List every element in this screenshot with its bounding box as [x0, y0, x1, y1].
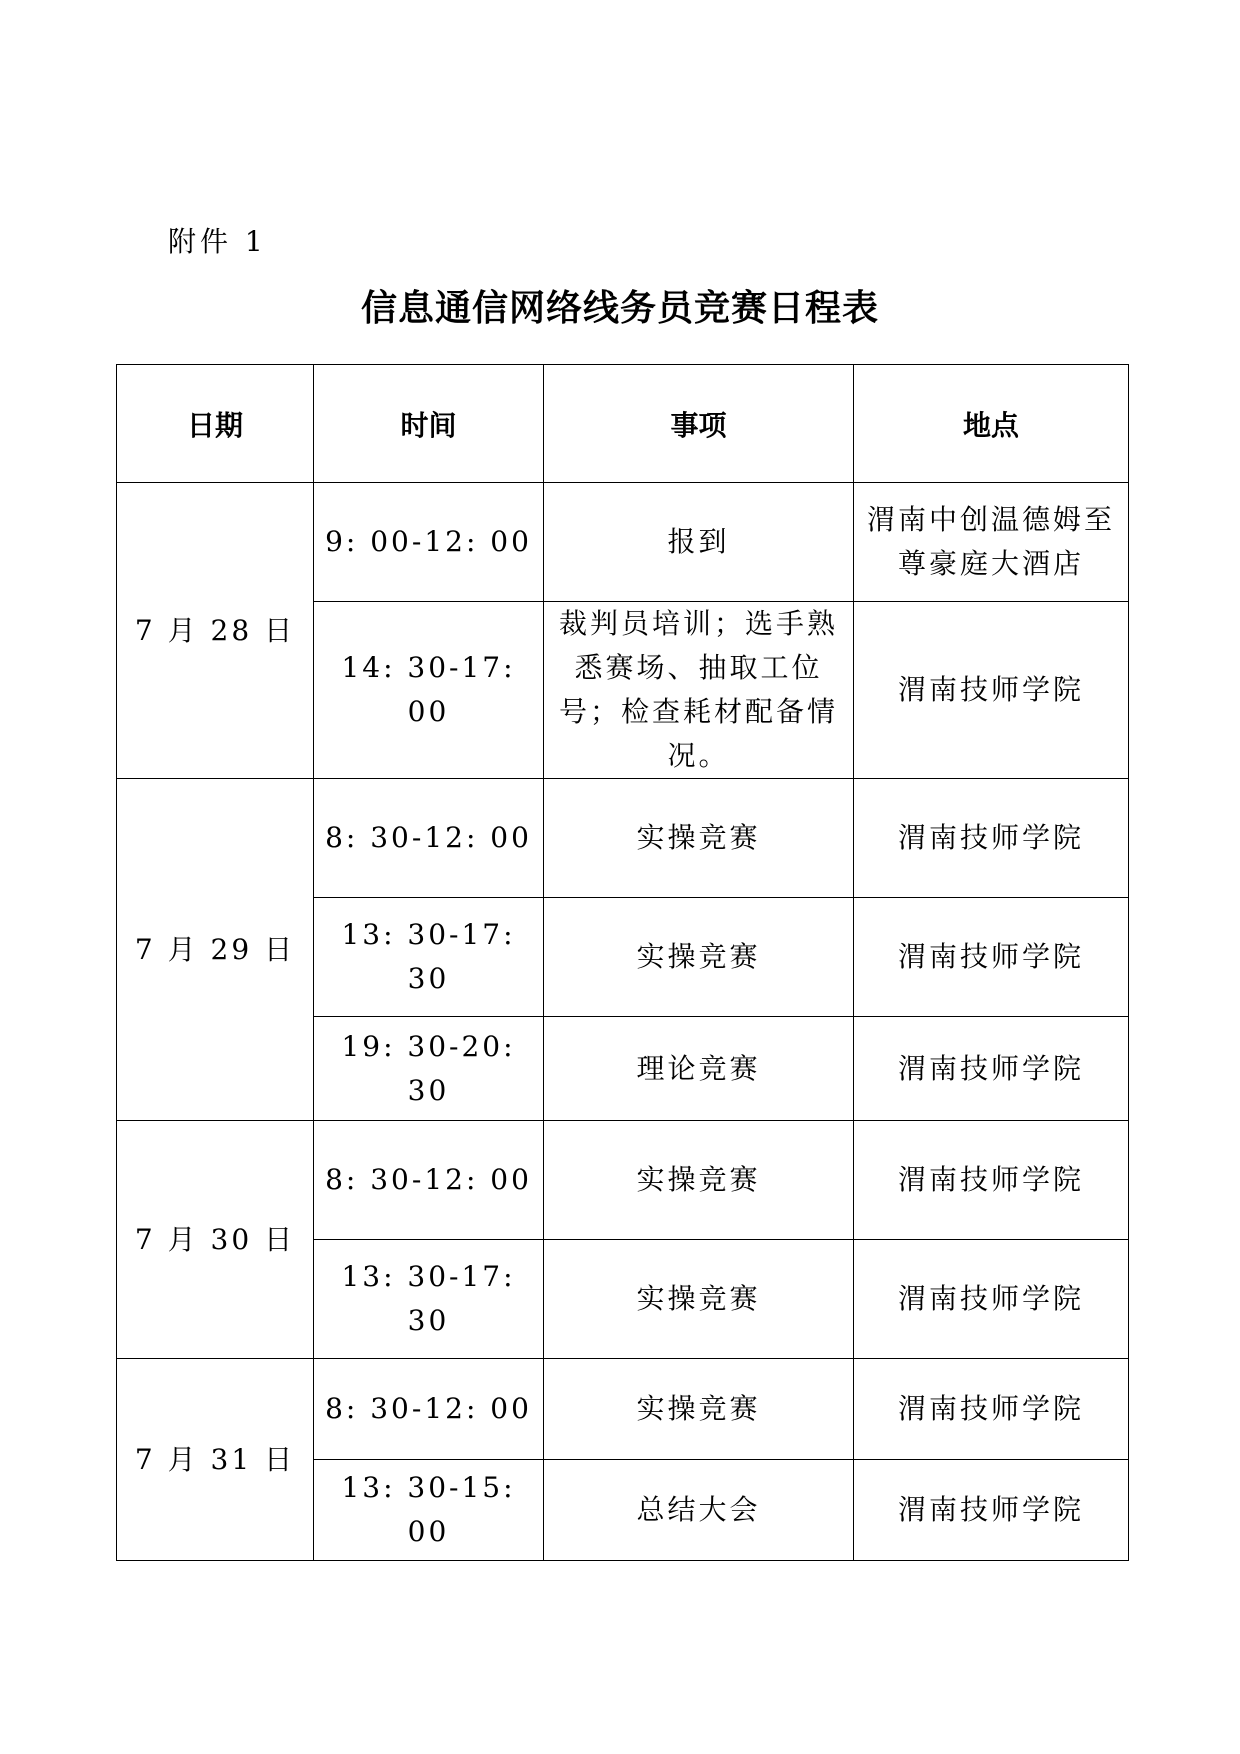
item-cell: 实操竞赛: [544, 779, 854, 898]
item-cell: 实操竞赛: [544, 1240, 854, 1359]
item-cell: 总结大会: [544, 1460, 854, 1561]
item-cell: 实操竞赛: [544, 1359, 854, 1460]
item-cell: 实操竞赛: [544, 1121, 854, 1240]
place-cell: 渭南技师学院: [854, 779, 1129, 898]
time-cell: 19: 30-20: 30: [314, 1017, 544, 1121]
header-row: [117, 365, 1129, 483]
time-cell: 8: 30-12: 00: [314, 779, 544, 898]
header-item: 事项: [544, 365, 854, 483]
place-cell: 渭南技师学院: [854, 602, 1129, 779]
time-cell: 13: 30-17: 30: [314, 1240, 544, 1359]
time-cell: 9: 00-12: 00: [314, 483, 544, 602]
item-cell: 报到: [544, 483, 854, 602]
place-cell: 渭南技师学院: [854, 1121, 1129, 1240]
item-cell: 理论竞赛: [544, 1017, 854, 1121]
date-cell: 7 月 29 日: [117, 779, 314, 1121]
table-row: [117, 779, 1129, 898]
place-cell: 渭南技师学院: [854, 1359, 1129, 1460]
time-cell: 8: 30-12: 00: [314, 1121, 544, 1240]
table-row: [117, 483, 1129, 602]
time-cell: 13: 30-17: 30: [314, 898, 544, 1017]
item-cell: 裁判员培训；选手熟悉赛场、抽取工位号；检查耗材配备情况。: [544, 602, 854, 779]
place-cell: 渭南技师学院: [854, 1017, 1129, 1121]
place-cell: 渭南技师学院: [854, 1240, 1129, 1359]
table-row: [117, 1121, 1129, 1240]
attachment-label: 附件 1: [168, 225, 267, 258]
schedule-table: [116, 364, 1129, 1561]
date-cell: 7 月 28 日: [117, 483, 314, 779]
place-cell: 渭南中创温德姆至尊豪庭大酒店: [854, 483, 1129, 602]
time-cell: 14: 30-17: 00: [314, 602, 544, 779]
date-cell: 7 月 31 日: [117, 1359, 314, 1561]
table-row: [117, 1359, 1129, 1460]
header-time: 时间: [314, 365, 544, 483]
header-place: 地点: [854, 365, 1129, 483]
time-cell: 13: 30-15: 00: [314, 1460, 544, 1561]
place-cell: 渭南技师学院: [854, 1460, 1129, 1561]
header-date: 日期: [117, 365, 314, 483]
item-cell: 实操竞赛: [544, 898, 854, 1017]
page-title: 信息通信网络线务员竞赛日程表: [360, 288, 879, 329]
date-cell: 7 月 30 日: [117, 1121, 314, 1359]
time-cell: 8: 30-12: 00: [314, 1359, 544, 1460]
place-cell: 渭南技师学院: [854, 898, 1129, 1017]
